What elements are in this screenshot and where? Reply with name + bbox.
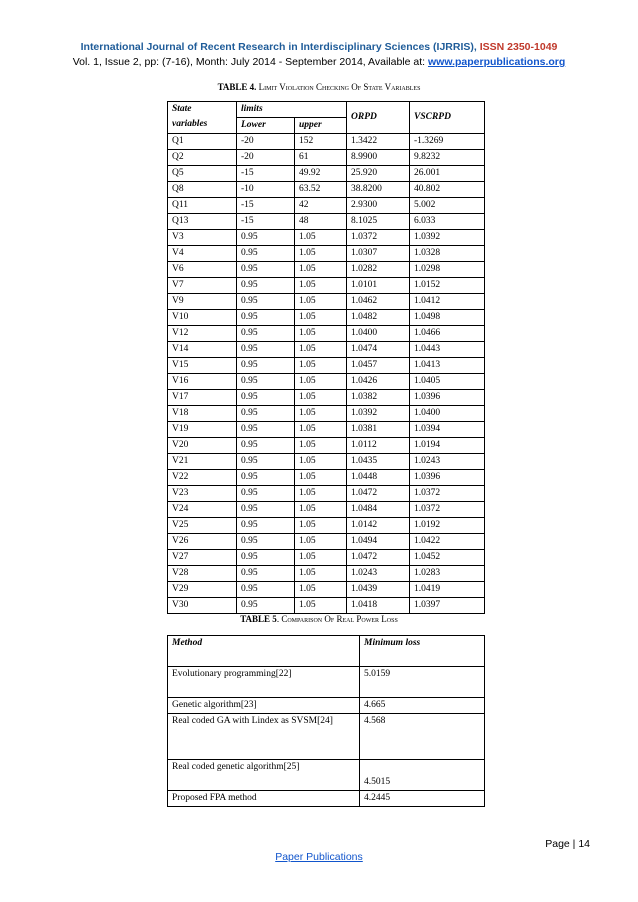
table4-cell: V23 xyxy=(168,486,237,502)
table4-caption: TABLE 4. Limit Violation Checking Of State Variables xyxy=(217,82,421,92)
table4-cell: 1.05 xyxy=(295,390,347,406)
table4-cell: Q11 xyxy=(168,198,237,214)
table4-cell: 1.05 xyxy=(295,374,347,390)
table4-cell: 1.05 xyxy=(295,246,347,262)
table4-cell: 1.0419 xyxy=(410,582,485,598)
table4-cell: 1.05 xyxy=(295,454,347,470)
table5-cell-loss: 4.2445 xyxy=(360,791,485,807)
table4-cell: 1.0472 xyxy=(347,486,410,502)
table4-cell: V19 xyxy=(168,422,237,438)
table4-cell: V29 xyxy=(168,582,237,598)
table4-cell: 1.0482 xyxy=(347,310,410,326)
table-row xyxy=(168,230,485,246)
table4-cell: 1.0396 xyxy=(410,390,485,406)
table4-cell: 1.0452 xyxy=(410,550,485,566)
table4-cell: 25.920 xyxy=(347,166,410,182)
table4-cell: V18 xyxy=(168,406,237,422)
table4-cell: 8.9900 xyxy=(347,150,410,166)
table4-cell: 1.05 xyxy=(295,550,347,566)
table-row xyxy=(168,454,485,470)
table5-cell-method: Real coded genetic algorithm[25] xyxy=(168,760,360,791)
table4-cell: 152 xyxy=(295,134,347,150)
table4-cell: 1.05 xyxy=(295,406,347,422)
table-row xyxy=(168,150,485,166)
table4-cell: 1.0394 xyxy=(410,422,485,438)
table4-cell: V4 xyxy=(168,246,237,262)
table-row xyxy=(168,390,485,406)
table4-cell: 61 xyxy=(295,150,347,166)
table4-cell: 1.0426 xyxy=(347,374,410,390)
table4-cell: 1.0462 xyxy=(347,294,410,310)
table4-cell: V6 xyxy=(168,262,237,278)
table4-cell: 0.95 xyxy=(237,262,295,278)
table4-cell: 1.0466 xyxy=(410,326,485,342)
table4-cell: 0.95 xyxy=(237,582,295,598)
table4-cell: 1.05 xyxy=(295,358,347,374)
table4-cell: 1.0397 xyxy=(410,598,485,614)
table4-cell: 1.0192 xyxy=(410,518,485,534)
table4-cell: 1.0412 xyxy=(410,294,485,310)
table4-cell: 0.95 xyxy=(237,326,295,342)
table4-cell: 0.95 xyxy=(237,486,295,502)
table4-cell: 2.9300 xyxy=(347,198,410,214)
table4-cell: 1.0194 xyxy=(410,438,485,454)
table4-cell: -15 xyxy=(237,166,295,182)
table4-cell: 1.05 xyxy=(295,534,347,550)
table4-cell: 1.0372 xyxy=(347,230,410,246)
table4-cell: -10 xyxy=(237,182,295,198)
table4-cell: 1.05 xyxy=(295,598,347,614)
table4-cell: 1.05 xyxy=(295,518,347,534)
table4-cell: 9.8232 xyxy=(410,150,485,166)
table4-cell: 1.0443 xyxy=(410,342,485,358)
table4-cell: 1.0392 xyxy=(410,230,485,246)
table4-cell: 1.0152 xyxy=(410,278,485,294)
table4-cell: 1.0494 xyxy=(347,534,410,550)
table-row xyxy=(168,422,485,438)
table4-cell: 0.95 xyxy=(237,534,295,550)
table4-cell: 0.95 xyxy=(237,502,295,518)
issn: ISSN 2350-1049 xyxy=(479,41,558,53)
table4-cell: 0.95 xyxy=(237,454,295,470)
table4-cell: 1.0382 xyxy=(347,390,410,406)
table4-cell: 1.0400 xyxy=(410,406,485,422)
table4-cell: 0.95 xyxy=(237,518,295,534)
table5-cell-method: Real coded GA with Lindex as SVSM[24] xyxy=(168,714,360,760)
table4-cell: 0.95 xyxy=(237,390,295,406)
table4-cell: 0.95 xyxy=(237,230,295,246)
table4-cell: 1.0498 xyxy=(410,310,485,326)
table4-cell: V9 xyxy=(168,294,237,310)
table4-cell: 1.0142 xyxy=(347,518,410,534)
table4-header-lower: Lower xyxy=(237,118,295,134)
table4-cell: 1.0422 xyxy=(410,534,485,550)
table-row xyxy=(168,406,485,422)
table4-cell: -1.3269 xyxy=(410,134,485,150)
table4-cell: 1.0418 xyxy=(347,598,410,614)
table4-cell: 1.0439 xyxy=(347,582,410,598)
journal-url-link[interactable]: www.paperpublications.org xyxy=(427,56,566,68)
journal-title: International Journal of Recent Research in Interdisciplinary Sciences (IJRRIS), ISSN 2350-1049 xyxy=(80,41,558,53)
table4-cell: V10 xyxy=(168,310,237,326)
table4-cell: 38.8200 xyxy=(347,182,410,198)
table-row xyxy=(168,502,485,518)
table4-cell: V26 xyxy=(168,534,237,550)
table5-header-loss: Minimum loss xyxy=(360,636,485,667)
table4-cell: 1.0112 xyxy=(347,438,410,454)
table-row xyxy=(168,198,485,214)
table4-cell: 63.52 xyxy=(295,182,347,198)
table4-cell: V24 xyxy=(168,502,237,518)
table4-header-upper: upper xyxy=(295,118,347,134)
table4-cell: -15 xyxy=(237,214,295,230)
table4-cell: V30 xyxy=(168,598,237,614)
table5-cell-loss: 4.568 xyxy=(360,714,485,760)
table-row xyxy=(168,278,485,294)
table-row xyxy=(168,294,485,310)
table4-cell: 1.0307 xyxy=(347,246,410,262)
table4-cell: 49.92 xyxy=(295,166,347,182)
table4-cell: V22 xyxy=(168,470,237,486)
table4-cell: 1.0381 xyxy=(347,422,410,438)
table4-cell: 6.033 xyxy=(410,214,485,230)
table4-cell: 1.0448 xyxy=(347,470,410,486)
table-row xyxy=(168,486,485,502)
table4-cell: V14 xyxy=(168,342,237,358)
table4-cell: 1.05 xyxy=(295,294,347,310)
table-row xyxy=(168,246,485,262)
table4-cell: 1.05 xyxy=(295,310,347,326)
table4-cell: 1.0400 xyxy=(347,326,410,342)
table5-cell-method: Proposed FPA method xyxy=(168,791,360,807)
table-row xyxy=(168,342,485,358)
table4 xyxy=(167,101,485,614)
table4-cell: Q5 xyxy=(168,166,237,182)
table4-cell: 1.0392 xyxy=(347,406,410,422)
table-row xyxy=(168,358,485,374)
table4-cell: 1.0435 xyxy=(347,454,410,470)
table4-cell: 0.95 xyxy=(237,598,295,614)
table-row xyxy=(168,534,485,550)
page-number: Page | 14 xyxy=(545,838,590,850)
table4-cell: V15 xyxy=(168,358,237,374)
table4-cell: 1.05 xyxy=(295,486,347,502)
table4-cell: V21 xyxy=(168,454,237,470)
table5 xyxy=(167,635,485,807)
table4-cell: 0.95 xyxy=(237,246,295,262)
table4-cell: Q8 xyxy=(168,182,237,198)
table4-cell: 1.0328 xyxy=(410,246,485,262)
table5-cell-loss: 5.0159 xyxy=(360,667,485,698)
table-row xyxy=(168,326,485,342)
table-row xyxy=(168,134,485,150)
table4-cell: 1.0243 xyxy=(410,454,485,470)
table4-cell: V28 xyxy=(168,566,237,582)
table5-header-method: Method xyxy=(168,636,360,667)
table4-cell: 0.95 xyxy=(237,470,295,486)
table4-cell: 1.05 xyxy=(295,422,347,438)
table4-cell: -20 xyxy=(237,150,295,166)
table4-cell: 42 xyxy=(295,198,347,214)
table4-cell: V25 xyxy=(168,518,237,534)
table4-cell: 0.95 xyxy=(237,550,295,566)
table-row xyxy=(168,214,485,230)
table-row xyxy=(168,550,485,566)
table4-cell: 1.05 xyxy=(295,278,347,294)
table4-cell: 0.95 xyxy=(237,422,295,438)
table5-cell-method: Evolutionary programming[22] xyxy=(168,667,360,698)
table4-cell: 0.95 xyxy=(237,374,295,390)
table-row xyxy=(168,166,485,182)
table4-cell: 1.05 xyxy=(295,262,347,278)
table4-cell: V3 xyxy=(168,230,237,246)
journal-header xyxy=(0,40,638,70)
table4-cell: V27 xyxy=(168,550,237,566)
table4-cell: V12 xyxy=(168,326,237,342)
table4-cell: V16 xyxy=(168,374,237,390)
table4-cell: 8.1025 xyxy=(347,214,410,230)
table4-cell: 1.3422 xyxy=(347,134,410,150)
table4-cell: 5.002 xyxy=(410,198,485,214)
table-row xyxy=(168,438,485,454)
table-row xyxy=(168,310,485,326)
table4-cell: 1.05 xyxy=(295,342,347,358)
table4-cell: 0.95 xyxy=(237,342,295,358)
table4-cell: 26.001 xyxy=(410,166,485,182)
table4-cell: 0.95 xyxy=(237,294,295,310)
table4-cell: 1.0298 xyxy=(410,262,485,278)
table4-header-state: State variables xyxy=(168,102,237,134)
table4-cell: -15 xyxy=(237,198,295,214)
table4-cell: Q2 xyxy=(168,150,237,166)
table4-header-orpd: ORPD xyxy=(347,102,410,134)
table4-cell: 1.0282 xyxy=(347,262,410,278)
table4-cell: 1.05 xyxy=(295,470,347,486)
table4-header-limits: limits xyxy=(237,102,347,118)
table-row xyxy=(168,582,485,598)
table-row xyxy=(168,374,485,390)
table4-cell: V7 xyxy=(168,278,237,294)
table4-cell: 1.0101 xyxy=(347,278,410,294)
table4-cell: 48 xyxy=(295,214,347,230)
table-row xyxy=(168,470,485,486)
table4-cell: 1.05 xyxy=(295,582,347,598)
table4-cell: 1.0413 xyxy=(410,358,485,374)
table4-cell: 0.95 xyxy=(237,566,295,582)
table5-cell-loss: 4.5015 xyxy=(360,760,485,791)
table4-cell: 1.0372 xyxy=(410,502,485,518)
table4-cell: 40.802 xyxy=(410,182,485,198)
table4-cell: 1.0283 xyxy=(410,566,485,582)
table-row xyxy=(168,518,485,534)
table-row xyxy=(168,566,485,582)
table4-cell: 0.95 xyxy=(237,358,295,374)
table5-cell-loss: 4.665 xyxy=(360,698,485,714)
table4-cell: 1.05 xyxy=(295,326,347,342)
table-row xyxy=(168,182,485,198)
table-row xyxy=(168,598,485,614)
table4-cell: 1.0396 xyxy=(410,470,485,486)
table4-cell: V20 xyxy=(168,438,237,454)
table4-cell: Q1 xyxy=(168,134,237,150)
table5-cell-method: Genetic algorithm[23] xyxy=(168,698,360,714)
table4-cell: 1.05 xyxy=(295,566,347,582)
table-row xyxy=(168,262,485,278)
table4-cell: 1.0457 xyxy=(347,358,410,374)
table5-caption: TABLE 5. Comparison Of Real Power Loss xyxy=(240,614,398,624)
table4-cell: Q13 xyxy=(168,214,237,230)
table4-cell: 0.95 xyxy=(237,438,295,454)
table4-cell: 1.05 xyxy=(295,230,347,246)
table4-cell: V17 xyxy=(168,390,237,406)
table4-cell: 0.95 xyxy=(237,278,295,294)
publisher-link[interactable]: Paper Publications xyxy=(275,851,363,863)
table4-cell: 1.05 xyxy=(295,502,347,518)
table4-cell: 1.0484 xyxy=(347,502,410,518)
table4-cell: 1.0372 xyxy=(410,486,485,502)
table4-cell: 0.95 xyxy=(237,310,295,326)
table4-cell: 0.95 xyxy=(237,406,295,422)
table4-cell: 1.05 xyxy=(295,438,347,454)
table4-cell: 1.0474 xyxy=(347,342,410,358)
table4-cell: 1.0243 xyxy=(347,566,410,582)
table4-cell: 1.0472 xyxy=(347,550,410,566)
table4-header-vscrpd: VSCRPD xyxy=(410,102,485,134)
table4-cell: -20 xyxy=(237,134,295,150)
table4-cell: 1.0405 xyxy=(410,374,485,390)
journal-volume-info: Vol. 1, Issue 2, pp: (7-16), Month: July 2014 - September 2014, Available at: www.paperpublications.org xyxy=(72,56,566,68)
